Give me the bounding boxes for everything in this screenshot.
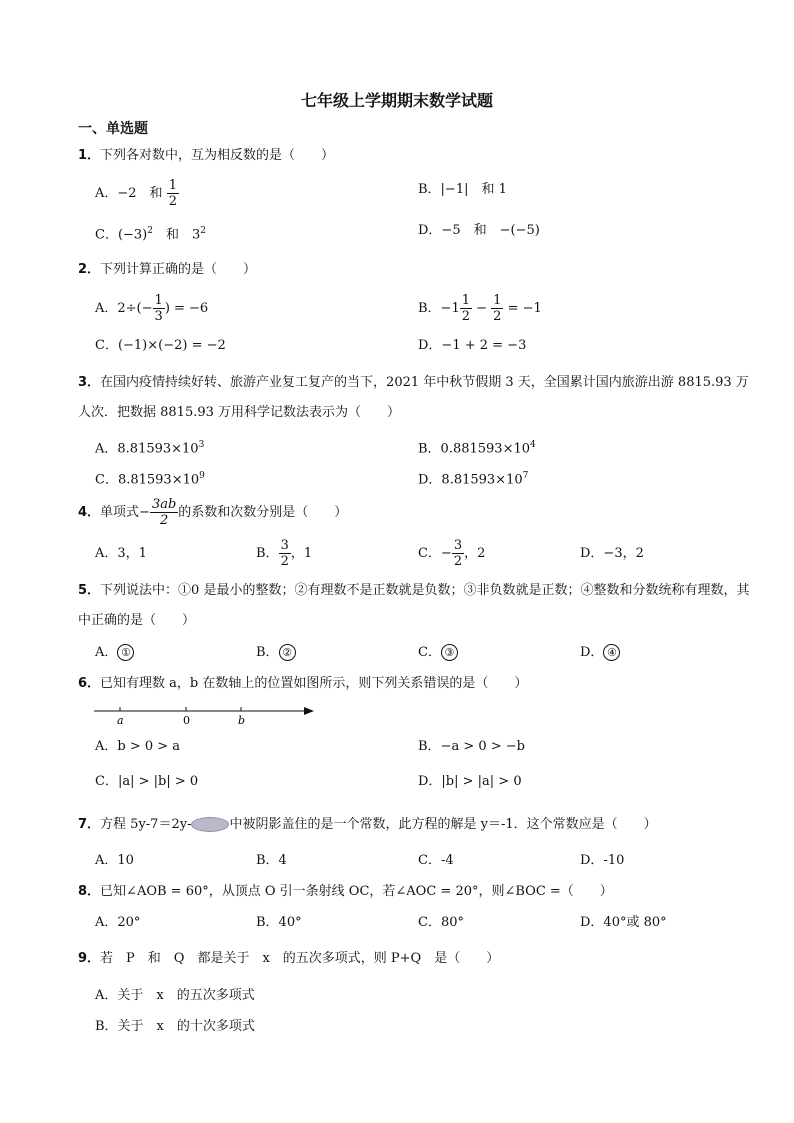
option-text: D．8.81593×10	[418, 472, 523, 488]
option-text: A．−2 和	[95, 186, 163, 201]
option-text: A．10	[95, 853, 134, 868]
question-6-stem	[78, 669, 758, 699]
q8-option-a[interactable]	[95, 913, 140, 933]
question-text: 中被阴影盖住的是一个常数，此方程的解是 y＝-1．这个常数应是（ ）	[229, 817, 657, 832]
numerator: 1	[493, 293, 502, 308]
label-a: a	[117, 714, 124, 726]
option-text: A．b > 0 > a	[95, 739, 181, 754]
fraction	[491, 293, 503, 324]
fraction	[153, 293, 165, 324]
option-text: D．−5 和 −(−5)	[418, 223, 540, 238]
question-number: 2．	[78, 262, 101, 277]
option-text: C．(−3)	[95, 227, 148, 243]
question-text: 方程 5y-7＝2y-	[100, 817, 192, 832]
option-text: ，2	[464, 546, 486, 561]
option-text: A．关于 x 的五次多项式	[95, 988, 255, 1003]
fraction	[460, 293, 472, 324]
q1-option-b[interactable]	[418, 180, 507, 200]
q5-option-a[interactable]	[95, 643, 134, 663]
q7-option-c[interactable]	[418, 851, 454, 871]
denominator: 2	[461, 309, 470, 324]
q1-option-c[interactable]	[95, 221, 206, 245]
option-text: = −1	[503, 301, 542, 316]
fraction	[167, 178, 179, 209]
question-3-stem	[78, 368, 758, 428]
denominator: 2	[168, 194, 177, 209]
exponent: 2	[147, 226, 153, 236]
question-text: 已知∠AOB = 60°，从顶点 O 引一条射线 OC，若∠AOC = 20°，则∠BOC =（ ）	[100, 884, 613, 899]
fraction	[279, 538, 291, 569]
q2-option-b[interactable]	[418, 293, 542, 324]
question-number: 4．	[78, 505, 101, 520]
question-4-stem	[78, 497, 758, 528]
q4-option-d[interactable]	[580, 544, 644, 564]
exponent: 3	[198, 440, 205, 450]
option-text: B．	[256, 546, 279, 561]
exponent: 9	[199, 471, 205, 481]
option-text: 和 3	[153, 227, 201, 243]
question-8-stem	[78, 877, 758, 907]
q7-option-a[interactable]	[95, 851, 134, 871]
option-text: A．20°	[95, 915, 141, 930]
option-text: ，1	[290, 546, 313, 561]
question-text: 已知有理数 a，b 在数轴上的位置如图所示，则下列关系错误的是（ ）	[100, 676, 528, 691]
option-text: B．0.881593×10	[418, 441, 531, 457]
option-text: B．4	[256, 853, 287, 868]
option-text: ) = −6	[164, 301, 209, 316]
q5-option-b[interactable]	[256, 643, 296, 663]
q9-option-b[interactable]	[95, 1017, 255, 1037]
denominator: 3	[154, 309, 163, 324]
q8-option-c[interactable]	[418, 913, 464, 933]
option-text: B．40°	[256, 915, 302, 930]
shaded-blob	[191, 817, 229, 832]
q5-option-d[interactable]	[580, 643, 620, 663]
label-0: 0	[183, 714, 190, 726]
option-text: D．40°或 80°	[580, 915, 667, 930]
q3-option-b[interactable]	[418, 435, 536, 459]
option-text: A．2÷(−	[95, 301, 153, 316]
option-text: B．	[256, 645, 279, 660]
q7-option-b[interactable]	[256, 851, 287, 871]
question-7-stem	[78, 810, 758, 840]
q3-option-a[interactable]	[95, 435, 204, 459]
option-text: B．关于 x 的十次多项式	[95, 1019, 255, 1034]
numerator: 3	[280, 538, 289, 553]
q1-option-d[interactable]	[418, 221, 540, 241]
question-1-stem	[78, 141, 758, 171]
exponent: 4	[530, 440, 536, 450]
option-text: D．|b| > |a| > 0	[418, 774, 522, 789]
q8-option-d[interactable]	[580, 913, 667, 933]
option-text: C．|a| > |b| > 0	[95, 774, 199, 789]
option-text: C．-4	[418, 853, 454, 868]
numerator: 1	[461, 293, 470, 308]
question-number: 8．	[78, 884, 101, 899]
q6-option-a[interactable]	[95, 737, 180, 757]
label-b: b	[238, 714, 246, 726]
option-text: C．	[418, 645, 441, 660]
q4-option-b[interactable]	[256, 538, 312, 569]
q6-option-d[interactable]	[418, 772, 522, 792]
option-text: D．	[580, 645, 604, 660]
q5-option-c[interactable]	[418, 643, 458, 663]
section-heading: 一、单选题	[78, 121, 148, 137]
question-number: 7．	[78, 817, 101, 832]
question-text: 下列计算正确的是（ ）	[100, 262, 257, 277]
option-text: B．|−1| 和 1	[418, 182, 507, 197]
question-number: 5．	[78, 583, 101, 598]
arrow-head	[304, 707, 314, 715]
circled-number: ②	[279, 644, 296, 661]
q7-option-d[interactable]	[580, 851, 624, 871]
q2-option-a[interactable]	[95, 293, 208, 324]
number-line-figure	[90, 700, 322, 726]
q9-option-a[interactable]	[95, 986, 255, 1006]
question-text: 单项式−	[100, 505, 150, 520]
denominator: 2	[280, 554, 289, 569]
option-text: D．−3，2	[580, 546, 644, 561]
q6-option-c[interactable]	[95, 772, 198, 792]
numerator: 1	[168, 178, 177, 193]
question-2-stem	[78, 255, 758, 285]
question-number: 1．	[78, 148, 101, 163]
numerator: 3	[453, 538, 463, 553]
circled-number: ③	[441, 644, 458, 661]
q2-option-d[interactable]	[418, 336, 526, 356]
question-text: 若 P 和 Q 都是关于 x 的五次多项式，则 P+Q 是（ ）	[100, 951, 500, 966]
option-text: C．(−1)×(−2) = −2	[95, 338, 226, 353]
question-5-stem	[78, 576, 758, 636]
fraction	[452, 538, 464, 569]
numerator: 1	[154, 293, 163, 308]
q1-option-a[interactable]	[95, 178, 179, 209]
option-text: B．−a > 0 > −b	[418, 739, 525, 754]
question-9-stem	[78, 944, 758, 974]
question-text: 的系数和次数分别是（ ）	[178, 505, 348, 520]
exponent: 7	[522, 471, 529, 481]
option-text: A．8.81593×10	[95, 441, 199, 457]
denominator: 2	[493, 309, 502, 324]
q3-option-c[interactable]	[95, 466, 205, 490]
circled-number: ④	[603, 644, 620, 661]
denominator: 2	[159, 513, 169, 528]
q3-option-d[interactable]	[418, 466, 528, 490]
option-text: D．-10	[580, 853, 625, 868]
q4-option-c[interactable]	[418, 538, 485, 569]
q6-option-b[interactable]	[418, 737, 525, 757]
q2-option-c[interactable]	[95, 336, 226, 356]
option-text: A．	[95, 645, 118, 660]
denominator: 2	[453, 554, 463, 569]
numerator: 3ab	[151, 497, 177, 512]
question-number: 9．	[78, 951, 101, 966]
question-number: 6．	[78, 676, 101, 691]
question-text: 下列说法中：①0 是最小的整数；②有理数不是正数就是负数；③非负数就是正数；④整数和分数统称有理数，其中正确的是（ ）	[78, 583, 750, 628]
question-text: 在国内疫情持续好转、旅游产业复工复产的当下，2021 年中秋节假期 3 天，全国累计国内旅游出游 8815.93 万人次．把数据 8815.93 万用科学记数法表示为（ ）	[78, 375, 749, 420]
option-text: A．3，1	[95, 546, 147, 561]
question-number: 3．	[78, 375, 101, 390]
page-title: 七年级上学期期末数学试题	[300, 91, 493, 110]
option-text: C．8.81593×10	[95, 472, 200, 488]
q8-option-b[interactable]	[256, 913, 302, 933]
q4-option-a[interactable]	[95, 544, 147, 564]
circled-number: ①	[117, 644, 134, 661]
option-text: B．−1	[418, 301, 460, 316]
option-text: D．−1 + 2 = −3	[418, 338, 527, 353]
option-text: C．80°	[418, 915, 464, 930]
option-text: C．−	[418, 546, 452, 561]
option-text: −	[472, 301, 492, 316]
exponent: 2	[200, 226, 207, 236]
fraction	[150, 497, 178, 528]
question-text: 下列各对数中，互为相反数的是（ ）	[100, 148, 335, 163]
